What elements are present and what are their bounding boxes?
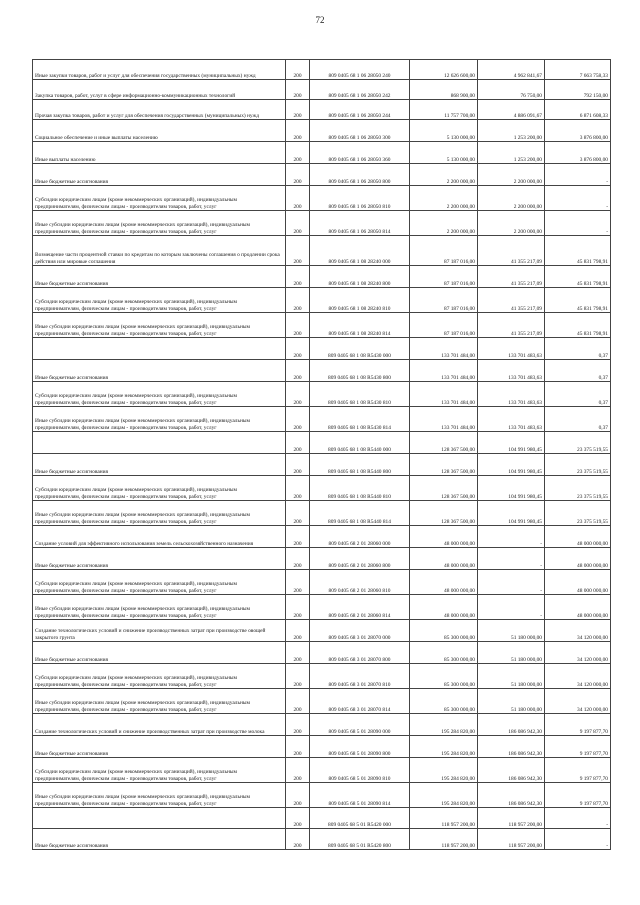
row-name-cell [33, 808, 286, 829]
table-row [33, 476, 611, 501]
row-name-cell: Субсидии юридическим лицам (кроме некоммерческих организаций), индивидуальным предпринимателям, физическим лицам - производителям товаров, работ, услуг [33, 570, 286, 595]
table-row [33, 689, 611, 714]
table-row [33, 120, 611, 142]
table-row [33, 211, 611, 236]
row-kbk-cell: 809 0405 68 5 01 R5420 800 [310, 829, 410, 850]
row-plan-cell: 87 187 016,00 [410, 313, 478, 338]
row-plan-cell: 2 200 000,00 [410, 186, 478, 211]
table-row [33, 664, 611, 689]
row-rest-cell: 6 871 608,33 [545, 100, 611, 120]
row-plan-cell: 48 000 000,00 [410, 526, 478, 548]
row-name-cell: Субсидии юридическим лицам (кроме некоммерческих организаций), индивидуальным предпринимателям, физическим лицам - производителям товаров, работ, услуг [33, 288, 286, 313]
row-kbk-cell: 809 0405 68 1 08 R5440 814 [310, 501, 410, 526]
row-code-cell: 200 [286, 60, 310, 80]
row-kbk-cell: 809 0405 68 1 06 28050 800 [310, 164, 410, 186]
row-name-cell: Иные субсидии юридическим лицам (кроме некоммерческих организаций), индивидуальным предпринимателям, физическим лицам - производителям товаров, работ, услуг [33, 689, 286, 714]
row-rest-cell: 3 876 800,00 [545, 142, 611, 164]
row-plan-cell: 85 300 000,00 [410, 620, 478, 642]
row-fact-cell: 4 962 841,67 [478, 60, 545, 80]
row-kbk-cell: 809 0405 68 1 06 28050 300 [310, 120, 410, 142]
row-rest-cell: 3 876 800,00 [545, 120, 611, 142]
row-kbk-cell: 809 0405 68 1 06 28050 360 [310, 142, 410, 164]
row-plan-cell: 133 701 484,00 [410, 338, 478, 360]
row-name-cell: Создание технологических условий и снижение производственных затрат при производстве овощей закрытого грунта [33, 620, 286, 642]
row-rest-cell: 45 831 798,91 [545, 236, 611, 266]
row-kbk-cell: 809 0405 68 3 01 28070 800 [310, 642, 410, 664]
row-plan-cell: 2 200 000,00 [410, 164, 478, 186]
table-row [33, 501, 611, 526]
row-code-cell: 200 [286, 783, 310, 808]
table-row [33, 642, 611, 664]
row-code-cell: 200 [286, 758, 310, 783]
row-plan-cell: 118 957 200,00 [410, 829, 478, 850]
row-plan-cell: 128 367 500,00 [410, 501, 478, 526]
row-fact-cell: 104 991 980,45 [478, 432, 545, 454]
row-rest-cell: 792 150,00 [545, 80, 611, 100]
row-rest-cell: 48 000 000,00 [545, 595, 611, 620]
row-name-cell: Иные бюджетные ассигнования [33, 548, 286, 570]
row-name-cell: Создание условий для эффективного использования земель сельскохозяйственного назначения [33, 526, 286, 548]
row-kbk-cell: 809 0405 68 1 08 R5430 000 [310, 338, 410, 360]
row-name-cell: Иные субсидии юридическим лицам (кроме некоммерческих организаций), индивидуальным предпринимателям, физическим лицам - производителям товаров, работ, услуг [33, 211, 286, 236]
row-rest-cell: 48 000 000,00 [545, 548, 611, 570]
row-rest-cell: 0,37 [545, 382, 611, 407]
table-row [33, 526, 611, 548]
table-row [33, 829, 611, 850]
row-kbk-cell: 809 0405 68 5 01 R5420 000 [310, 808, 410, 829]
row-name-cell: Иные субсидии юридическим лицам (кроме некоммерческих организаций), индивидуальным предпринимателям, физическим лицам - производителям товаров, работ, услуг [33, 407, 286, 432]
row-code-cell: 200 [286, 476, 310, 501]
row-code-cell: 200 [286, 642, 310, 664]
row-plan-cell: 128 367 500,00 [410, 432, 478, 454]
row-kbk-cell: 809 0405 68 1 08 R5430 810 [310, 382, 410, 407]
table-row [33, 186, 611, 211]
row-rest-cell: 9 197 877,70 [545, 758, 611, 783]
row-plan-cell: 87 187 016,00 [410, 288, 478, 313]
row-fact-cell: 133 701 483,63 [478, 360, 545, 382]
row-plan-cell: 195 284 820,00 [410, 783, 478, 808]
row-code-cell: 200 [286, 360, 310, 382]
row-kbk-cell: 809 0405 68 3 01 28070 814 [310, 689, 410, 714]
row-fact-cell: 104 991 980,45 [478, 501, 545, 526]
row-plan-cell: 128 367 500,00 [410, 476, 478, 501]
row-fact-cell: 186 086 942,30 [478, 736, 545, 758]
row-code-cell: 200 [286, 236, 310, 266]
table-row [33, 758, 611, 783]
row-plan-cell: 133 701 484,00 [410, 382, 478, 407]
row-rest-cell: 9 197 877,70 [545, 736, 611, 758]
row-rest-cell: 23 375 519,55 [545, 476, 611, 501]
row-name-cell: Прочая закупка товаров, работ и услуг для обеспечения государственных (муниципальных) нужд [33, 100, 286, 120]
row-fact-cell: 2 200 000,00 [478, 164, 545, 186]
table-row [33, 407, 611, 432]
row-name-cell: Иные выплаты населению [33, 142, 286, 164]
row-plan-cell: 5 130 000,00 [410, 120, 478, 142]
row-plan-cell: 48 000 000,00 [410, 548, 478, 570]
row-kbk-cell: 809 0405 68 2 01 28060 800 [310, 548, 410, 570]
row-name-cell: Субсидии юридическим лицам (кроме некоммерческих организаций), индивидуальным предпринимателям, физическим лицам - производителям товаров, работ, услуг [33, 664, 286, 689]
row-rest-cell: 0,37 [545, 407, 611, 432]
row-rest-cell: - [545, 164, 611, 186]
row-code-cell: 200 [286, 664, 310, 689]
row-code-cell: 200 [286, 407, 310, 432]
table-row [33, 714, 611, 736]
row-rest-cell: - [545, 829, 611, 850]
row-name-cell: Закупка товаров, работ, услуг в сфере информационно-коммуникационных технологий [33, 80, 286, 100]
row-rest-cell: 23 375 519,55 [545, 501, 611, 526]
row-fact-cell: 133 701 483,63 [478, 338, 545, 360]
row-name-cell: Иные бюджетные ассигнования [33, 642, 286, 664]
row-rest-cell: 45 831 798,91 [545, 313, 611, 338]
row-code-cell: 200 [286, 288, 310, 313]
row-fact-cell: 104 991 980,45 [478, 454, 545, 476]
table-row [33, 454, 611, 476]
row-kbk-cell: 809 0405 68 2 01 28060 814 [310, 595, 410, 620]
row-kbk-cell: 809 0405 68 2 01 28060 000 [310, 526, 410, 548]
row-code-cell: 200 [286, 313, 310, 338]
table-row [33, 60, 611, 80]
row-plan-cell: 85 300 000,00 [410, 642, 478, 664]
row-kbk-cell: 809 0405 68 1 08 28240 810 [310, 288, 410, 313]
row-fact-cell: 41 355 217,09 [478, 266, 545, 288]
row-fact-cell: 41 355 217,09 [478, 236, 545, 266]
row-code-cell: 200 [286, 595, 310, 620]
row-kbk-cell: 809 0405 68 5 01 28090 810 [310, 758, 410, 783]
table-row [33, 808, 611, 829]
row-plan-cell: 868 900,00 [410, 80, 478, 100]
row-fact-cell: 51 180 000,00 [478, 689, 545, 714]
row-rest-cell: - [545, 186, 611, 211]
row-fact-cell: 1 253 200,00 [478, 120, 545, 142]
row-name-cell: Социальное обеспечение и иные выплаты населению [33, 120, 286, 142]
row-name-cell: Иные бюджетные ассигнования [33, 360, 286, 382]
table-row [33, 100, 611, 120]
table-row [33, 432, 611, 454]
row-fact-cell: 104 991 980,45 [478, 476, 545, 501]
row-fact-cell: - [478, 526, 545, 548]
row-kbk-cell: 809 0405 68 1 08 28240 000 [310, 236, 410, 266]
table-row [33, 360, 611, 382]
table-row [33, 595, 611, 620]
table-row [33, 570, 611, 595]
page-number: 72 [315, 15, 325, 25]
row-code-cell: 200 [286, 186, 310, 211]
row-kbk-cell: 809 0405 68 1 08 28240 800 [310, 266, 410, 288]
row-fact-cell: 186 086 942,30 [478, 783, 545, 808]
row-name-cell: Иные бюджетные ассигнования [33, 266, 286, 288]
table-row [33, 164, 611, 186]
row-fact-cell: 1 253 200,00 [478, 142, 545, 164]
row-name-cell [33, 338, 286, 360]
budget-execution-table [32, 59, 611, 850]
row-fact-cell: - [478, 570, 545, 595]
table-row [33, 783, 611, 808]
row-plan-cell: 48 000 000,00 [410, 570, 478, 595]
row-fact-cell: 4 886 091,67 [478, 100, 545, 120]
row-kbk-cell: 809 0405 68 1 06 28050 244 [310, 100, 410, 120]
row-plan-cell: 195 284 820,00 [410, 736, 478, 758]
row-code-cell: 200 [286, 80, 310, 100]
row-plan-cell: 195 284 820,00 [410, 714, 478, 736]
row-name-cell: Иные бюджетные ассигнования [33, 736, 286, 758]
table-row [33, 142, 611, 164]
row-kbk-cell: 809 0405 68 5 01 28090 800 [310, 736, 410, 758]
row-kbk-cell: 809 0405 68 1 08 R5440 810 [310, 476, 410, 501]
row-code-cell: 200 [286, 338, 310, 360]
row-fact-cell: 186 086 942,30 [478, 714, 545, 736]
row-fact-cell: 133 701 483,63 [478, 407, 545, 432]
table-row [33, 548, 611, 570]
row-code-cell: 200 [286, 570, 310, 595]
row-name-cell: Иные субсидии юридическим лицам (кроме некоммерческих организаций), индивидуальным предпринимателям, физическим лицам - производителям товаров, работ, услуг [33, 501, 286, 526]
row-name-cell: Возмещение части процентной ставки по кредитам по которым заключены соглашения о продлении срока действия или мировые соглашения [33, 236, 286, 266]
row-code-cell: 200 [286, 142, 310, 164]
row-fact-cell: 51 180 000,00 [478, 620, 545, 642]
row-kbk-cell: 809 0405 68 5 01 28090 000 [310, 714, 410, 736]
row-plan-cell: 118 957 200,00 [410, 808, 478, 829]
row-fact-cell: 2 200 000,00 [478, 211, 545, 236]
row-rest-cell: 9 197 877,70 [545, 783, 611, 808]
row-plan-cell: 2 200 000,00 [410, 211, 478, 236]
row-kbk-cell: 809 0405 68 1 06 28050 240 [310, 60, 410, 80]
row-rest-cell: 34 120 000,00 [545, 689, 611, 714]
row-code-cell: 200 [286, 689, 310, 714]
row-plan-cell: 85 300 000,00 [410, 689, 478, 714]
row-fact-cell: - [478, 595, 545, 620]
row-name-cell: Иные закупки товаров, работ и услуг для обеспечения государственных (муниципальных) нужд [33, 60, 286, 80]
row-kbk-cell: 809 0405 68 2 01 28060 810 [310, 570, 410, 595]
table-row [33, 80, 611, 100]
row-plan-cell: 133 701 484,00 [410, 360, 478, 382]
row-code-cell: 200 [286, 736, 310, 758]
row-name-cell: Субсидии юридическим лицам (кроме некоммерческих организаций), индивидуальным предпринимателям, физическим лицам - производителям товаров, работ, услуг [33, 186, 286, 211]
row-name-cell: Субсидии юридическим лицам (кроме некоммерческих организаций), индивидуальным предпринимателям, физическим лицам - производителям товаров, работ, услуг [33, 382, 286, 407]
row-code-cell: 200 [286, 714, 310, 736]
row-code-cell: 200 [286, 266, 310, 288]
row-plan-cell: 87 187 016,00 [410, 266, 478, 288]
row-name-cell: Иные бюджетные ассигнования [33, 164, 286, 186]
row-rest-cell: 9 197 877,70 [545, 714, 611, 736]
row-name-cell: Субсидии юридическим лицам (кроме некоммерческих организаций), индивидуальным предпринимателям, физическим лицам - производителям товаров, работ, услуг [33, 476, 286, 501]
row-kbk-cell: 809 0405 68 1 08 R5430 814 [310, 407, 410, 432]
row-kbk-cell: 809 0405 68 3 01 28070 810 [310, 664, 410, 689]
row-plan-cell: 133 701 484,00 [410, 407, 478, 432]
row-kbk-cell: 809 0405 68 1 06 28050 810 [310, 186, 410, 211]
row-fact-cell: 118 957 200,00 [478, 808, 545, 829]
row-code-cell: 200 [286, 620, 310, 642]
row-rest-cell: 7 663 758,33 [545, 60, 611, 80]
row-fact-cell: 2 200 000,00 [478, 186, 545, 211]
row-kbk-cell: 809 0405 68 1 08 R5430 800 [310, 360, 410, 382]
row-fact-cell: 51 180 000,00 [478, 642, 545, 664]
table-row [33, 736, 611, 758]
row-kbk-cell: 809 0405 68 5 01 28090 814 [310, 783, 410, 808]
table-row [33, 382, 611, 407]
row-rest-cell: 34 120 000,00 [545, 620, 611, 642]
row-fact-cell: 133 701 483,63 [478, 382, 545, 407]
row-name-cell: Иные бюджетные ассигнования [33, 454, 286, 476]
row-plan-cell: 195 284 820,00 [410, 758, 478, 783]
row-rest-cell: 0,37 [545, 360, 611, 382]
row-fact-cell: 51 180 000,00 [478, 664, 545, 689]
row-fact-cell: 186 086 942,30 [478, 758, 545, 783]
row-code-cell: 200 [286, 454, 310, 476]
row-plan-cell: 12 626 600,00 [410, 60, 478, 80]
row-kbk-cell: 809 0405 68 1 06 28050 242 [310, 80, 410, 100]
row-code-cell: 200 [286, 526, 310, 548]
row-code-cell: 200 [286, 829, 310, 850]
row-kbk-cell: 809 0405 68 3 01 28070 000 [310, 620, 410, 642]
row-rest-cell: 45 831 798,91 [545, 288, 611, 313]
row-kbk-cell: 809 0405 68 1 06 28050 814 [310, 211, 410, 236]
row-plan-cell: 5 130 000,00 [410, 142, 478, 164]
row-plan-cell: 11 757 700,00 [410, 100, 478, 120]
row-fact-cell: 118 957 200,00 [478, 829, 545, 850]
row-code-cell: 200 [286, 211, 310, 236]
row-fact-cell: - [478, 548, 545, 570]
row-rest-cell: - [545, 808, 611, 829]
table-row [33, 266, 611, 288]
row-fact-cell: 41 355 217,09 [478, 313, 545, 338]
row-code-cell: 200 [286, 808, 310, 829]
row-code-cell: 200 [286, 432, 310, 454]
row-rest-cell: - [545, 211, 611, 236]
row-code-cell: 200 [286, 100, 310, 120]
row-plan-cell: 85 300 000,00 [410, 664, 478, 689]
table-row [33, 313, 611, 338]
table-row [33, 338, 611, 360]
row-rest-cell: 45 831 798,91 [545, 266, 611, 288]
row-kbk-cell: 809 0405 68 1 08 R5440 000 [310, 432, 410, 454]
row-kbk-cell: 809 0405 68 1 08 28240 814 [310, 313, 410, 338]
row-name-cell: Иные бюджетные ассигнования [33, 829, 286, 850]
row-rest-cell: 23 375 519,55 [545, 432, 611, 454]
row-name-cell: Иные субсидии юридическим лицам (кроме некоммерческих организаций), индивидуальным предпринимателям, физическим лицам - производителям товаров, работ, услуг [33, 313, 286, 338]
row-rest-cell: 23 375 519,55 [545, 454, 611, 476]
row-name-cell: Иные субсидии юридическим лицам (кроме некоммерческих организаций), индивидуальным предпринимателям, физическим лицам - производителям товаров, работ, услуг [33, 595, 286, 620]
row-plan-cell: 128 367 500,00 [410, 454, 478, 476]
row-code-cell: 200 [286, 120, 310, 142]
row-plan-cell: 48 000 000,00 [410, 595, 478, 620]
table-row [33, 620, 611, 642]
row-code-cell: 200 [286, 164, 310, 186]
row-rest-cell: 34 120 000,00 [545, 642, 611, 664]
row-code-cell: 200 [286, 382, 310, 407]
row-name-cell [33, 432, 286, 454]
row-rest-cell: 48 000 000,00 [545, 570, 611, 595]
row-plan-cell: 87 187 016,00 [410, 236, 478, 266]
row-name-cell: Создание технологических условий и снижение производственных затрат при производстве молока [33, 714, 286, 736]
row-rest-cell: 0,37 [545, 338, 611, 360]
row-fact-cell: 76 750,00 [478, 80, 545, 100]
table-row [33, 288, 611, 313]
row-code-cell: 200 [286, 501, 310, 526]
row-name-cell: Субсидии юридическим лицам (кроме некоммерческих организаций), индивидуальным предпринимателям, физическим лицам - производителям товаров, работ, услуг [33, 758, 286, 783]
row-kbk-cell: 809 0405 68 1 08 R5440 800 [310, 454, 410, 476]
row-rest-cell: 34 120 000,00 [545, 664, 611, 689]
row-name-cell: Иные субсидии юридическим лицам (кроме некоммерческих организаций), индивидуальным предпринимателям, физическим лицам - производителям товаров, работ, услуг [33, 783, 286, 808]
row-rest-cell: 48 000 000,00 [545, 526, 611, 548]
table-row [33, 236, 611, 266]
row-code-cell: 200 [286, 548, 310, 570]
row-fact-cell: 41 355 217,09 [478, 288, 545, 313]
